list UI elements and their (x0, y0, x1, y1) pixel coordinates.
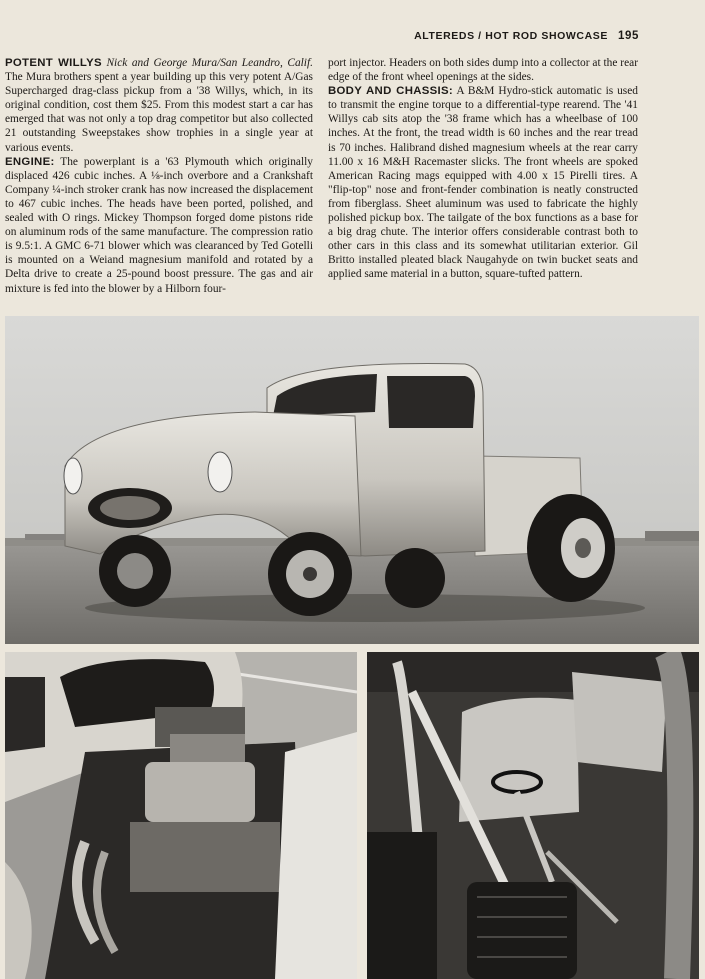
engine-continued-text: port injector. Headers on both sides dump into a collector at the rear edge of the front wheel openings at the sides. (328, 57, 638, 84)
interior-illustration (367, 652, 699, 979)
main-photo-pickup (5, 316, 699, 644)
running-header (414, 30, 639, 42)
pickup-illustration (5, 316, 699, 644)
engine-paragraph (5, 155, 313, 296)
engine-photo (5, 652, 357, 979)
left-column (5, 56, 313, 296)
chassis-paragraph (328, 84, 638, 281)
engine-heading: ENGINE: (5, 155, 55, 168)
intro-paragraph (5, 56, 313, 155)
article-title: POTENT WILLYS (5, 57, 102, 69)
page-number: 195 (618, 30, 639, 42)
interior-photo (367, 652, 699, 979)
byline: Nick and George Mura/San Leandro, Calif. (106, 57, 313, 69)
section-title: ALTEREDS / HOT ROD SHOWCASE (414, 30, 608, 42)
chassis-heading: BODY AND CHASSIS: (328, 85, 453, 98)
engine-illustration (5, 652, 357, 979)
engine-text: The powerplant is a '63 Plymouth which originally displaced 426 cubic inches. A ⅛-inch overbore and a Crankshaft Company ¼-inch stroker crank has now increased the displacement to 467 cubic inches. The heads have been ported, polished, and sealed with O rings. Mickey Thompson forged dome pistons ride on aluminum rods of the same manufacture. The compression ratio is 9.5:1. A GMC 6-71 blower which was clearanced by Ted Gotelli is mounted on a Weiand magnesium manifold and rotated by a Delta drive to create a 25-pound boost pressure. The gas and air mixture is fed into the blower by a Hilborn four- (5, 155, 313, 295)
intro-text: The Mura brothers spent a year building up this very potent A/Gas Supercharged drag-class pickup from a '38 Willys, which, in its original condition, cost them $25. From this modest start a car has emerged that was not only a top drag competitor but also collected 21 outstanding Sweepstakes show trophies in a single year at various events. (5, 71, 313, 154)
chassis-text: A B&M Hydro-stick automatic is used to transmit the engine torque to a differential-type rearend. The '41 Willys cab sits atop the '38 frame which has a wheelbase of 100 inches. At the front, the tread width is 60 inches and the rear tread is 70 inches. Halibrand dished magnesium wheels at the rear carry 11.00 x 16 M&H Racemaster slicks. The front wheels are spoked American Racing mags equipped with 4.00 x 15 Pirelli tires. A "flip-top" nose and front-fender combination is neatly constructed from fiberglass. Sheet aluminum was used to fabricate the highly polished pickup box. The tailgate of the box functions as a base for a big drag chute. The interior offers considerable contrast both to other cars in this class and its somewhat utilitarian exterior. Gil Britto installed pleated black Naugahyde on twin bucket seats and applied same material in a button, square-tufted pattern. (328, 85, 638, 281)
right-column (328, 56, 638, 282)
engine-continued-paragraph (328, 56, 638, 84)
